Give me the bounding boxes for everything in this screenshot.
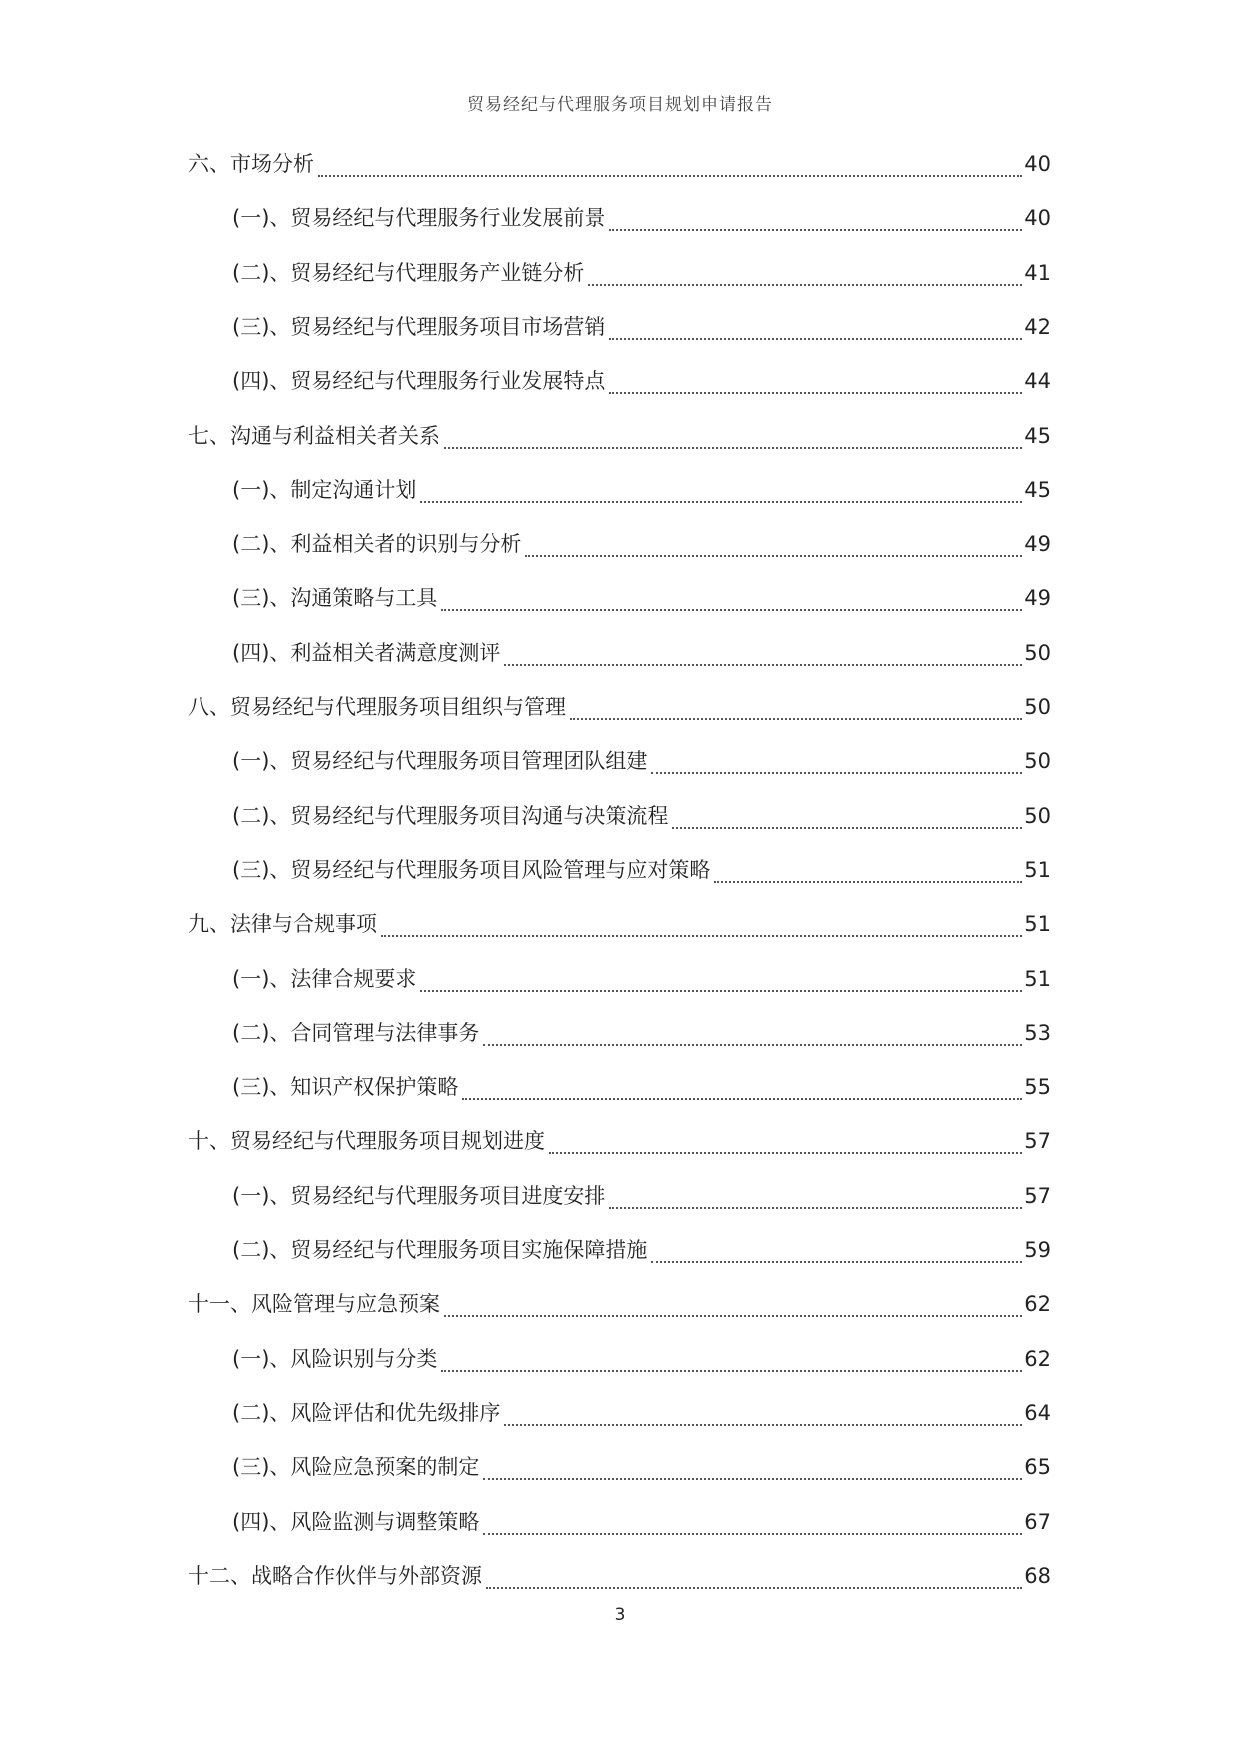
toc-page: 42 bbox=[1024, 314, 1051, 339]
leader-dots bbox=[651, 1261, 1022, 1263]
leader-dots bbox=[609, 1207, 1022, 1209]
toc-title: (四)、风险监测与调整策略 bbox=[232, 1509, 480, 1534]
leader-dots bbox=[444, 447, 1022, 449]
toc-title: (四)、贸易经纪与代理服务行业发展特点 bbox=[232, 369, 606, 394]
toc-entry[interactable] bbox=[232, 1180, 1051, 1214]
toc-page: 57 bbox=[1024, 1183, 1051, 1208]
toc-page: 50 bbox=[1024, 640, 1051, 665]
leader-dots bbox=[483, 1044, 1022, 1046]
leader-dots bbox=[420, 501, 1022, 503]
toc-entry[interactable] bbox=[188, 1125, 1051, 1159]
leader-dots bbox=[483, 1533, 1022, 1535]
toc-page: 49 bbox=[1024, 532, 1051, 557]
toc-page: 45 bbox=[1024, 423, 1051, 448]
toc-entry[interactable] bbox=[188, 1560, 1051, 1594]
toc-title: (三)、贸易经纪与代理服务项目市场营销 bbox=[232, 314, 606, 339]
toc-entry[interactable] bbox=[232, 1451, 1051, 1485]
leader-dots bbox=[441, 609, 1022, 611]
toc-page: 41 bbox=[1024, 260, 1051, 285]
toc-entry[interactable] bbox=[188, 420, 1051, 454]
toc-title: (一)、法律合规要求 bbox=[232, 966, 417, 991]
leader-dots bbox=[444, 1315, 1022, 1317]
toc-title: (一)、制定沟通计划 bbox=[232, 477, 417, 502]
leader-dots bbox=[549, 1152, 1022, 1154]
page-number: 3 bbox=[614, 1605, 626, 1625]
toc-page: 68 bbox=[1024, 1563, 1051, 1588]
toc-entry[interactable] bbox=[232, 637, 1051, 671]
leader-dots bbox=[609, 229, 1022, 231]
toc-title: (二)、利益相关者的识别与分析 bbox=[232, 532, 522, 557]
toc-page: 40 bbox=[1024, 152, 1051, 176]
toc-page: 49 bbox=[1024, 586, 1051, 611]
toc-page: 50 bbox=[1024, 695, 1051, 719]
leader-dots bbox=[504, 1424, 1022, 1426]
toc-title: (三)、贸易经纪与代理服务项目风险管理与应对策略 bbox=[232, 857, 711, 882]
leader-dots bbox=[651, 772, 1022, 774]
leader-dots bbox=[441, 1370, 1022, 1372]
toc-page: 59 bbox=[1024, 1238, 1051, 1262]
leader-dots bbox=[570, 718, 1022, 720]
toc-entry[interactable] bbox=[232, 257, 1051, 291]
leader-dots bbox=[486, 1587, 1022, 1589]
toc-title: (一)、贸易经纪与代理服务项目进度安排 bbox=[232, 1183, 606, 1208]
leader-dots bbox=[672, 827, 1022, 829]
toc-title: 九、法律与合规事项 bbox=[188, 912, 377, 937]
toc-page: 51 bbox=[1024, 857, 1051, 882]
toc-page: 51 bbox=[1024, 912, 1051, 937]
toc-title: (三)、风险应急预案的制定 bbox=[232, 1455, 480, 1480]
toc-entry[interactable] bbox=[232, 528, 1051, 562]
leader-dots bbox=[318, 175, 1022, 177]
toc-entry[interactable] bbox=[232, 854, 1051, 888]
toc-title: (三)、沟通策略与工具 bbox=[232, 586, 438, 611]
toc-page: 55 bbox=[1024, 1075, 1051, 1100]
toc-title: (二)、贸易经纪与代理服务项目实施保障措施 bbox=[232, 1238, 648, 1262]
toc-page: 45 bbox=[1024, 477, 1051, 502]
toc-entry[interactable] bbox=[232, 365, 1051, 399]
toc-title: 七、沟通与利益相关者关系 bbox=[188, 423, 440, 448]
toc-entry[interactable] bbox=[232, 745, 1051, 779]
toc-entry[interactable] bbox=[232, 1234, 1051, 1268]
toc-title: 十一、风险管理与应急预案 bbox=[188, 1292, 440, 1317]
leader-dots bbox=[609, 392, 1022, 394]
toc-page: 50 bbox=[1024, 803, 1051, 828]
leader-dots bbox=[420, 990, 1022, 992]
toc-entry[interactable] bbox=[188, 691, 1051, 725]
toc-entry[interactable] bbox=[232, 1397, 1051, 1431]
toc-entry[interactable] bbox=[232, 474, 1051, 508]
toc-entry[interactable] bbox=[232, 202, 1051, 236]
toc-page: 62 bbox=[1024, 1292, 1051, 1317]
toc-title: (一)、贸易经纪与代理服务项目管理团队组建 bbox=[232, 749, 648, 774]
toc-page: 67 bbox=[1024, 1509, 1051, 1534]
toc-title: (一)、贸易经纪与代理服务行业发展前景 bbox=[232, 206, 606, 231]
leader-dots bbox=[714, 881, 1022, 883]
toc-title: (二)、贸易经纪与代理服务产业链分析 bbox=[232, 260, 585, 285]
toc-title: (二)、风险评估和优先级排序 bbox=[232, 1400, 501, 1425]
leader-dots bbox=[609, 338, 1022, 340]
toc-page: 51 bbox=[1024, 966, 1051, 991]
toc-title: (一)、风险识别与分类 bbox=[232, 1346, 438, 1371]
toc-page: 50 bbox=[1024, 749, 1051, 774]
toc-entry[interactable] bbox=[232, 582, 1051, 616]
toc-page: 44 bbox=[1024, 369, 1051, 394]
toc-entry[interactable] bbox=[232, 1017, 1051, 1051]
toc-page: 65 bbox=[1024, 1455, 1051, 1480]
leader-dots bbox=[483, 1478, 1022, 1480]
toc-page: 57 bbox=[1024, 1129, 1051, 1154]
toc-title: (二)、贸易经纪与代理服务项目沟通与决策流程 bbox=[232, 803, 669, 828]
toc-title: (四)、利益相关者满意度测评 bbox=[232, 640, 501, 665]
leader-dots bbox=[525, 555, 1022, 557]
toc-title: (三)、知识产权保护策略 bbox=[232, 1075, 459, 1100]
toc-entry[interactable] bbox=[232, 311, 1051, 345]
toc-page: 64 bbox=[1024, 1400, 1051, 1425]
toc-entry[interactable] bbox=[232, 800, 1051, 834]
toc-entry[interactable] bbox=[232, 1071, 1051, 1105]
leader-dots bbox=[462, 1098, 1022, 1100]
toc-entry[interactable] bbox=[188, 908, 1051, 942]
toc-entry[interactable] bbox=[232, 1343, 1051, 1377]
leader-dots bbox=[504, 664, 1022, 666]
toc-title: (二)、合同管理与法律事务 bbox=[232, 1020, 480, 1045]
toc-entry[interactable] bbox=[232, 1506, 1051, 1540]
toc-title: 十二、战略合作伙伴与外部资源 bbox=[188, 1563, 482, 1588]
toc-title: 八、贸易经纪与代理服务项目组织与管理 bbox=[188, 695, 566, 719]
toc-title: 六、市场分析 bbox=[188, 152, 314, 176]
leader-dots bbox=[381, 935, 1022, 937]
toc-entry[interactable] bbox=[232, 963, 1051, 997]
toc-entry[interactable] bbox=[188, 1288, 1051, 1322]
running-header: 贸易经纪与代理服务项目规划申请报告 bbox=[467, 95, 773, 115]
toc-page: 40 bbox=[1024, 206, 1051, 231]
toc-page: 53 bbox=[1024, 1020, 1051, 1045]
toc-entry[interactable] bbox=[188, 148, 1051, 182]
toc-page: 62 bbox=[1024, 1346, 1051, 1371]
toc-title: 十、贸易经纪与代理服务项目规划进度 bbox=[188, 1129, 545, 1154]
leader-dots bbox=[588, 284, 1022, 286]
